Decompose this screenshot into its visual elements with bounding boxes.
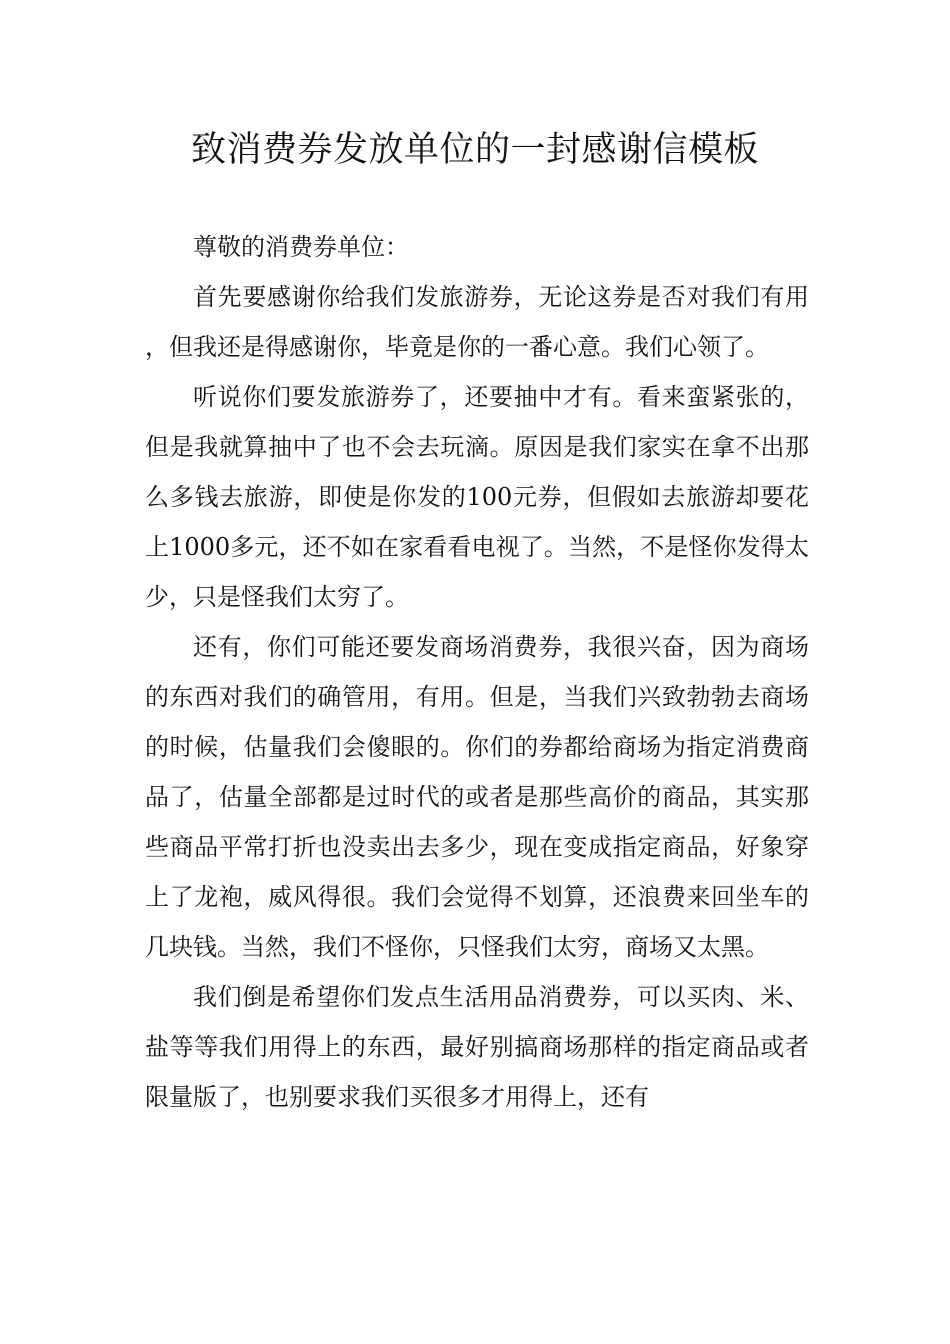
letter-body: [145, 222, 809, 1122]
document-title: 致消费券发放单位的一封感谢信模板: [190, 130, 759, 170]
body-paragraph-3: 还有，你们可能还要发商场消费券，我很兴奋，因为商场的东西对我们的确管用，有用。但是，当我们兴致勃勃去商场的时候，估量我们会傻眼的。你们的券都给商场为指定消费商品了，估量全部都是过时代的或者是那些高价的商品，其实那些商品平常打折也没卖出去多少，现在变成指定商品，好象穿上了龙袍，威风得很。我们会觉得不划算，还浪费来回坐车的几块钱。当然，我们不怪你，只怪我们太穷，商场又太黑。: [145, 633, 809, 961]
body-paragraph-2: 听说你们要发旅游券了，还要抽中才有。看来蛮紧张的，但是我就算抽中了也不会去玩滴。原因是我们家实在拿不出那么多钱去旅游，即使是你发的100元券，但假如去旅游却要花上1000多元，还不如在家看看电视了。当然，不是怪你发得太少，只是怪我们太穷了。: [145, 383, 809, 611]
body-paragraph-1: 首先要感谢你给我们发旅游券，无论这券是否对我们有用，但我还是得感谢你，毕竟是你的一番心意。我们心领了。: [145, 283, 809, 361]
body-paragraph-4: 我们倒是希望你们发点生活用品消费券，可以买肉、米、盐等等我们用得上的东西，最好别搞商场那样的指定商品或者限量版了，也别要求我们买很多才用得上，还有: [145, 983, 809, 1111]
salutation-paragraph: 尊敬的消费券单位：: [193, 233, 409, 261]
